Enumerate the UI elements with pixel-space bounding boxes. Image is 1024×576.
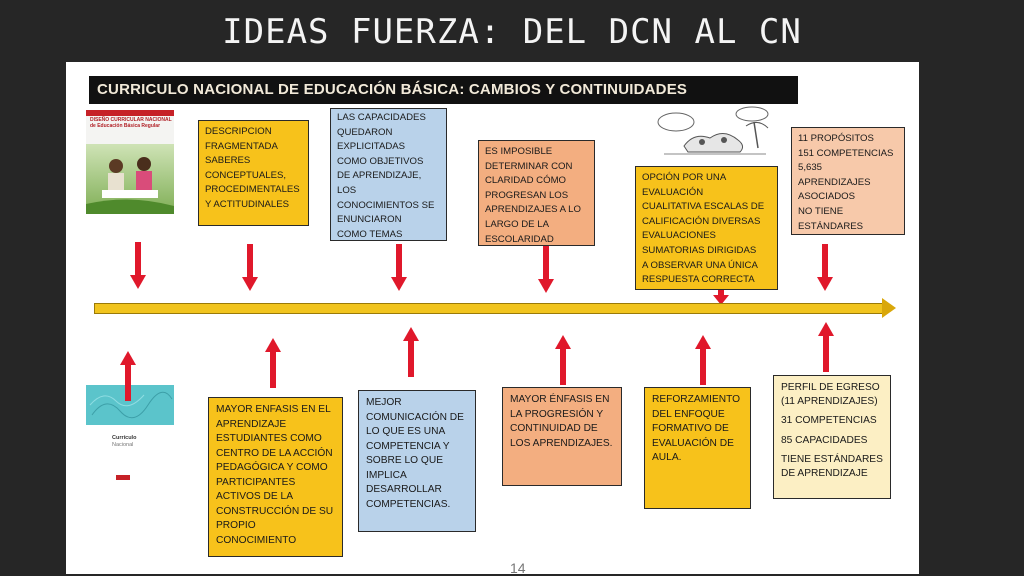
box-line: A OBSERVAR UNA ÚNICA — [642, 259, 758, 271]
box-line: CLARIDAD CÓMO — [485, 175, 567, 187]
box-line: 5,635 — [798, 162, 823, 174]
box-line: PEDAGÓGICA Y COMO — [216, 462, 328, 473]
box-line: CONSTRUCCIÓN DE SU — [216, 505, 334, 517]
box-line: RESPUESTA CORRECTA — [642, 274, 755, 286]
box-line: ES IMPOSIBLE — [485, 146, 553, 157]
box-line: LARGO DE LA — [485, 218, 549, 230]
bottom-box-3 — [502, 387, 622, 486]
box-line: COMPETENCIA Y — [366, 440, 450, 452]
box-line: APRENDIZAJE — [216, 418, 287, 430]
cn-cover-line: Currículo — [112, 435, 137, 441]
bottom-box-4 — [644, 387, 751, 509]
slide-title: IDEAS FUERZA: DEL DCN AL CN — [222, 12, 802, 52]
box-line: ESTUDIANTES COMO — [216, 433, 322, 444]
box-line: NO TIENE — [798, 205, 844, 217]
box-line: IMPLICA — [366, 469, 407, 481]
box-line: SOBRE LO QUE — [366, 455, 443, 466]
down-arrow — [819, 244, 831, 294]
dcn-book-cover-image — [86, 110, 174, 214]
box-line: COMUNICACIÓN DE — [366, 411, 464, 423]
box-line: DESCRIPCION — [205, 126, 272, 137]
bottom-box-2 — [358, 390, 476, 532]
box-line: PARTICIPANTES — [216, 476, 296, 488]
box-line: CONTINUIDAD DE — [510, 423, 598, 434]
box-line: 11 PROPÓSITOS — [798, 133, 874, 144]
box-line: AULA. — [652, 452, 682, 463]
box-line: CALIFICACIÓN DIVERSAS — [642, 215, 761, 227]
box-line: LAS CAPACIDADES — [337, 112, 426, 123]
cartoon-illustration — [654, 102, 774, 160]
box-line: ESTÁNDARES — [798, 220, 864, 232]
box-line: ASOCIADOS — [798, 191, 856, 203]
box-line: MAYOR ENFASIS EN EL — [216, 404, 331, 415]
box-line: 151 COMPETENCIAS — [798, 147, 894, 159]
box-line: CONOCIMIENTO — [216, 534, 297, 546]
box-line: REFORZAMIENTO — [652, 394, 741, 405]
top-box-5 — [791, 127, 905, 235]
box-line: FORMATIVO DE — [652, 423, 729, 434]
box-line: LO QUE ES UNA — [366, 426, 446, 437]
bottom-box-5 — [773, 375, 891, 499]
box-line: DESARROLLAR — [366, 484, 442, 495]
top-box-1 — [198, 120, 309, 226]
box-line: CENTRO DE LA ACCIÓN — [216, 447, 333, 459]
up-arrow — [557, 335, 569, 385]
box-line: DEL ENFOQUE — [652, 408, 725, 420]
box-line: CONOCIMIENTOS SE — [337, 199, 435, 211]
box-line: DETERMINAR CON — [485, 160, 573, 172]
down-arrow — [540, 246, 552, 296]
box-line: CONCEPTUALES, — [205, 169, 287, 181]
up-arrow — [697, 335, 709, 385]
up-arrow — [820, 322, 832, 372]
box-line: EVALUACIÓN DE — [652, 437, 734, 449]
up-arrow — [405, 327, 417, 377]
banner — [86, 76, 798, 104]
content-panel — [66, 62, 919, 574]
timeline-bar — [94, 303, 884, 314]
box-line: PROPIO — [216, 520, 256, 531]
box-line: LA PROGRESIÓN Y — [510, 408, 604, 420]
page-number: 14 — [510, 560, 526, 576]
box-line: SABERES — [205, 155, 251, 167]
box-line: COMO TEMAS — [337, 228, 403, 240]
box-line: MAYOR ÉNFASIS EN — [510, 394, 610, 405]
dcn-cover-line: de Educación Básica Regular — [90, 123, 161, 129]
box-line: COMPETENCIAS. — [366, 498, 451, 510]
box-line: APRENDIZAJES — [798, 176, 871, 188]
box-line: TIENE ESTÁNDARES — [781, 454, 883, 466]
box-line: PERFIL DE EGRESO — [781, 382, 880, 393]
banner-title: CURRICULO NACIONAL DE EDUCACIÓN BÁSICA: CAMBIOS Y CONTINUIDADES — [97, 81, 688, 98]
box-line: CUALITATIVA ESCALAS DE — [642, 201, 765, 213]
top-box-4 — [635, 166, 778, 290]
down-arrow — [244, 244, 256, 294]
up-arrow — [122, 351, 134, 401]
box-line: 31 COMPETENCIAS — [781, 415, 877, 427]
box-line: FRAGMENTADA — [205, 140, 278, 152]
box-line: QUEDARON — [337, 126, 393, 138]
box-line: PROCEDIMENTALES — [205, 184, 300, 196]
down-arrow — [393, 244, 405, 294]
box-line: PROGRESAN LOS — [485, 189, 569, 201]
box-line: ESCOLARIDAD — [485, 233, 554, 245]
box-line: EVALUACIÓN — [642, 186, 704, 198]
top-box-2 — [330, 108, 447, 241]
cn-cover-line: Nacional — [112, 442, 134, 448]
up-arrow — [267, 338, 279, 388]
box-line: 85 CAPACIDADES — [781, 434, 868, 446]
down-arrow — [132, 242, 144, 292]
box-line: SUMATORIAS DIRIGIDAS — [642, 244, 757, 256]
box-line: (11 APRENDIZAJES) — [781, 395, 878, 407]
bottom-box-1 — [208, 397, 343, 557]
box-line: MEJOR — [366, 397, 402, 408]
top-box-3 — [478, 140, 595, 246]
box-line: LOS — [337, 184, 357, 196]
box-line: LOS APRENDIZAJES. — [510, 437, 613, 449]
timeline-arrowhead — [882, 298, 896, 318]
box-line: DE APRENDIZAJE, — [337, 170, 422, 182]
box-line: Y ACTITUDINALES — [205, 198, 290, 210]
dcn-cover-line: DISEÑO CURRICULAR NACIONAL — [90, 117, 172, 123]
box-line: OPCIÓN POR UNA — [642, 172, 727, 183]
box-line: EXPLICITADAS — [337, 141, 406, 153]
box-line: ENUNCIARON — [337, 214, 402, 226]
box-line: APRENDIZAJES A LO — [485, 204, 581, 216]
box-line: DE APRENDIZAJE — [781, 467, 868, 479]
box-line: EVALUACIONES — [642, 230, 716, 242]
box-line: ACTIVOS DE LA — [216, 491, 293, 502]
box-line: COMO OBJETIVOS — [337, 155, 424, 167]
